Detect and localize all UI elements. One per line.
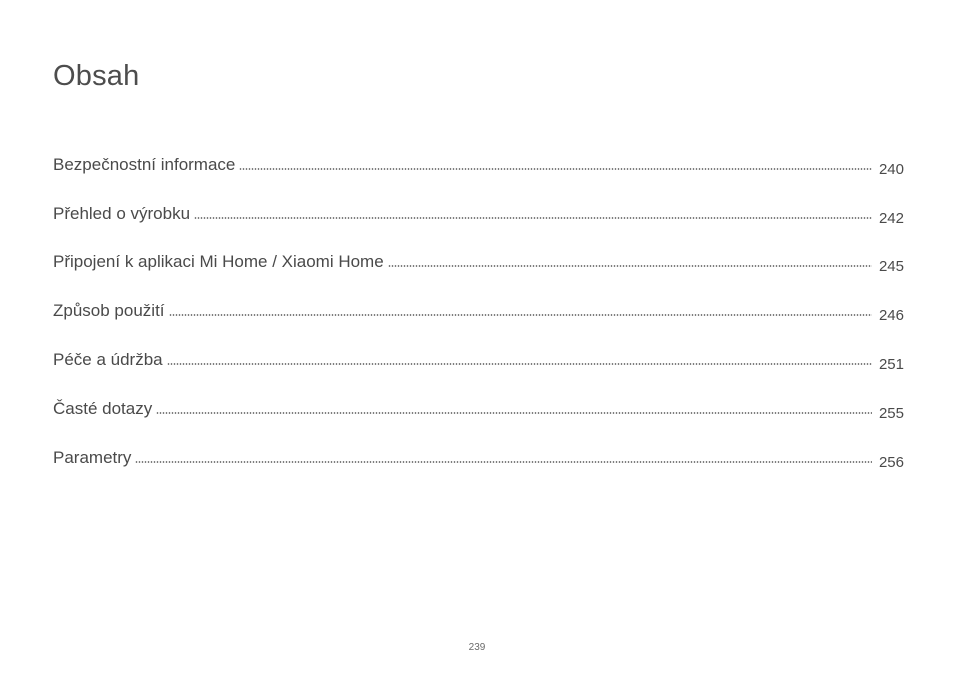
dot-leader — [156, 412, 872, 414]
page-title: Obsah — [53, 60, 140, 92]
toc-entry-page: 255 — [878, 404, 904, 422]
dot-leader — [169, 314, 872, 316]
toc-entry-product-overview[interactable] — [53, 179, 904, 228]
toc-entry-label: Připojení k aplikaci Mi Home / Xiaomi Home — [53, 252, 384, 272]
page-number: 239 — [468, 642, 486, 653]
toc-entry-label: Časté dotazy — [53, 398, 153, 418]
toc-entry-page: 251 — [878, 355, 904, 373]
dot-leader — [239, 168, 872, 170]
toc-entry-page: 240 — [878, 160, 904, 178]
toc-entry-faq[interactable] — [53, 374, 904, 423]
toc-entry-label: Péče a údržba — [53, 349, 163, 369]
toc-entry-app-connection[interactable] — [53, 228, 904, 277]
dot-leader — [167, 363, 872, 365]
toc-entry-page: 246 — [878, 307, 904, 325]
dot-leader — [388, 265, 872, 267]
toc-entry-page: 245 — [878, 258, 904, 276]
toc-entry-label: Přehled o výrobku — [53, 203, 191, 223]
toc-entry-label: Parametry — [53, 447, 132, 467]
toc-entry-specifications[interactable] — [53, 423, 904, 472]
toc-entry-label: Bezpečnostní informace — [53, 154, 236, 174]
toc-entry-care-maintenance[interactable] — [53, 325, 904, 374]
dot-leader — [194, 217, 872, 219]
toc-entry-usage[interactable] — [53, 276, 904, 325]
toc-entry-label: Způsob použití — [53, 301, 165, 321]
toc-entry-safety[interactable] — [53, 130, 904, 179]
dot-leader — [135, 461, 872, 463]
toc-entry-page: 242 — [878, 209, 904, 227]
toc-entry-page: 256 — [878, 453, 904, 471]
table-of-contents — [53, 130, 904, 472]
